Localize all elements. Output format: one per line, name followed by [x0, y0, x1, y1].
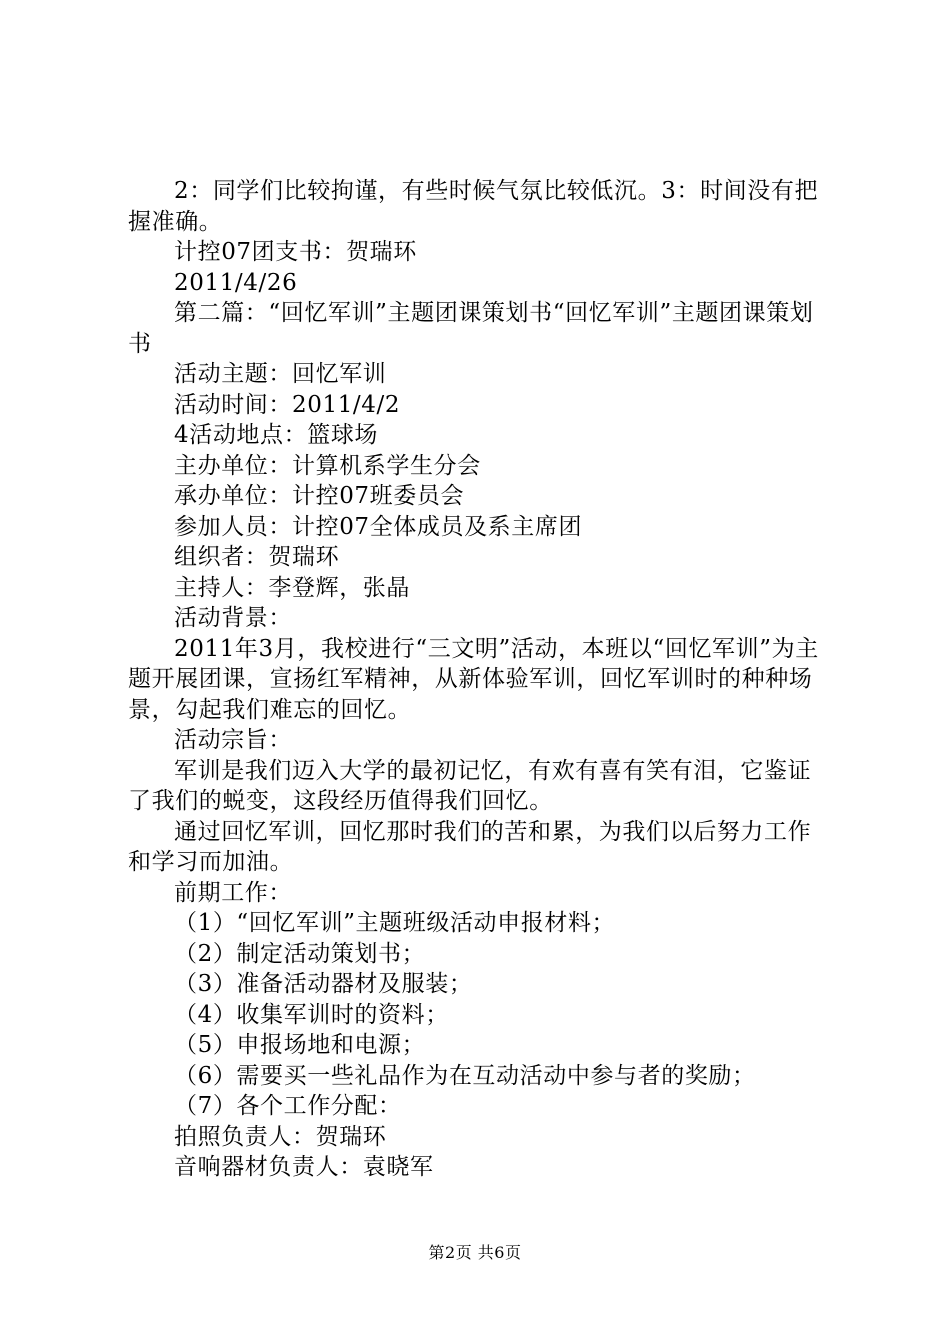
document-body	[128, 176, 832, 1183]
paragraph: 2011年3月，我校进行“三文明”活动，本班以“回忆军训”为主题开展团课，宣扬红军精神，从新体验军训，回忆军训时的种种场景，勾起我们难忘的回忆。	[128, 635, 819, 723]
list-item: （6）需要买一些礼品作为在互动活动中参与者的奖励；	[174, 1062, 756, 1089]
paragraph: 2：同学们比较拘谨，有些时候气氛比较低沉。3：时间没有把握准确。	[128, 178, 819, 235]
paragraph: 参加人员：计控07全体成员及系主席团	[174, 513, 583, 540]
paragraph: 承办单位：计控07班委员会	[174, 483, 465, 509]
paragraph: 音响器材负责人：袁晓军	[174, 1154, 434, 1180]
paragraph: 活动主题：回忆军训	[174, 361, 387, 387]
paragraph: 2011/4/26	[174, 269, 298, 296]
paragraph: 通过回忆军训，回忆那时我们的苦和累，为我们以后努力工作和学习而加油。	[128, 818, 812, 875]
list-item: （3）准备活动器材及服装；	[174, 971, 473, 997]
paragraph: 计控07团支书：贺瑞环	[174, 239, 417, 265]
list-item: （1）“回忆军训”主题班级活动申报材料；	[174, 910, 616, 936]
paragraph: 4活动地点：篮球场	[174, 422, 379, 448]
list-item: （4）收集军训时的资料；	[174, 1001, 449, 1028]
paragraph: 活动宗旨：	[174, 727, 292, 753]
paragraph: 主持人：李登辉，张晶	[174, 574, 410, 601]
paragraph: 活动时间：2011/4/2	[174, 391, 401, 418]
page-footer	[0, 1243, 950, 1263]
paragraph: 主办单位：计算机系学生分会	[174, 452, 481, 479]
paragraph: 前期工作：	[174, 879, 292, 906]
list-item: （7）各个工作分配：	[174, 1093, 402, 1119]
section-heading: 第二篇：“回忆军训”主题团课策划书“回忆军训”主题团课策划书	[128, 300, 814, 357]
paragraph: 组织者：贺瑞环	[174, 544, 340, 570]
list-item: （2）制定活动策划书；	[174, 940, 426, 967]
paragraph: 活动背景：	[174, 605, 292, 631]
page-number: 第2页 共6页	[428, 1243, 522, 1262]
paragraph: 拍照负责人：贺瑞环	[174, 1123, 387, 1150]
paragraph: 军训是我们迈入大学的最初记忆，有欢有喜有笑有泪，它鉴证了我们的蜕变，这段经历值得我们回忆。	[128, 757, 812, 814]
list-item: （5）申报场地和电源；	[174, 1032, 426, 1058]
